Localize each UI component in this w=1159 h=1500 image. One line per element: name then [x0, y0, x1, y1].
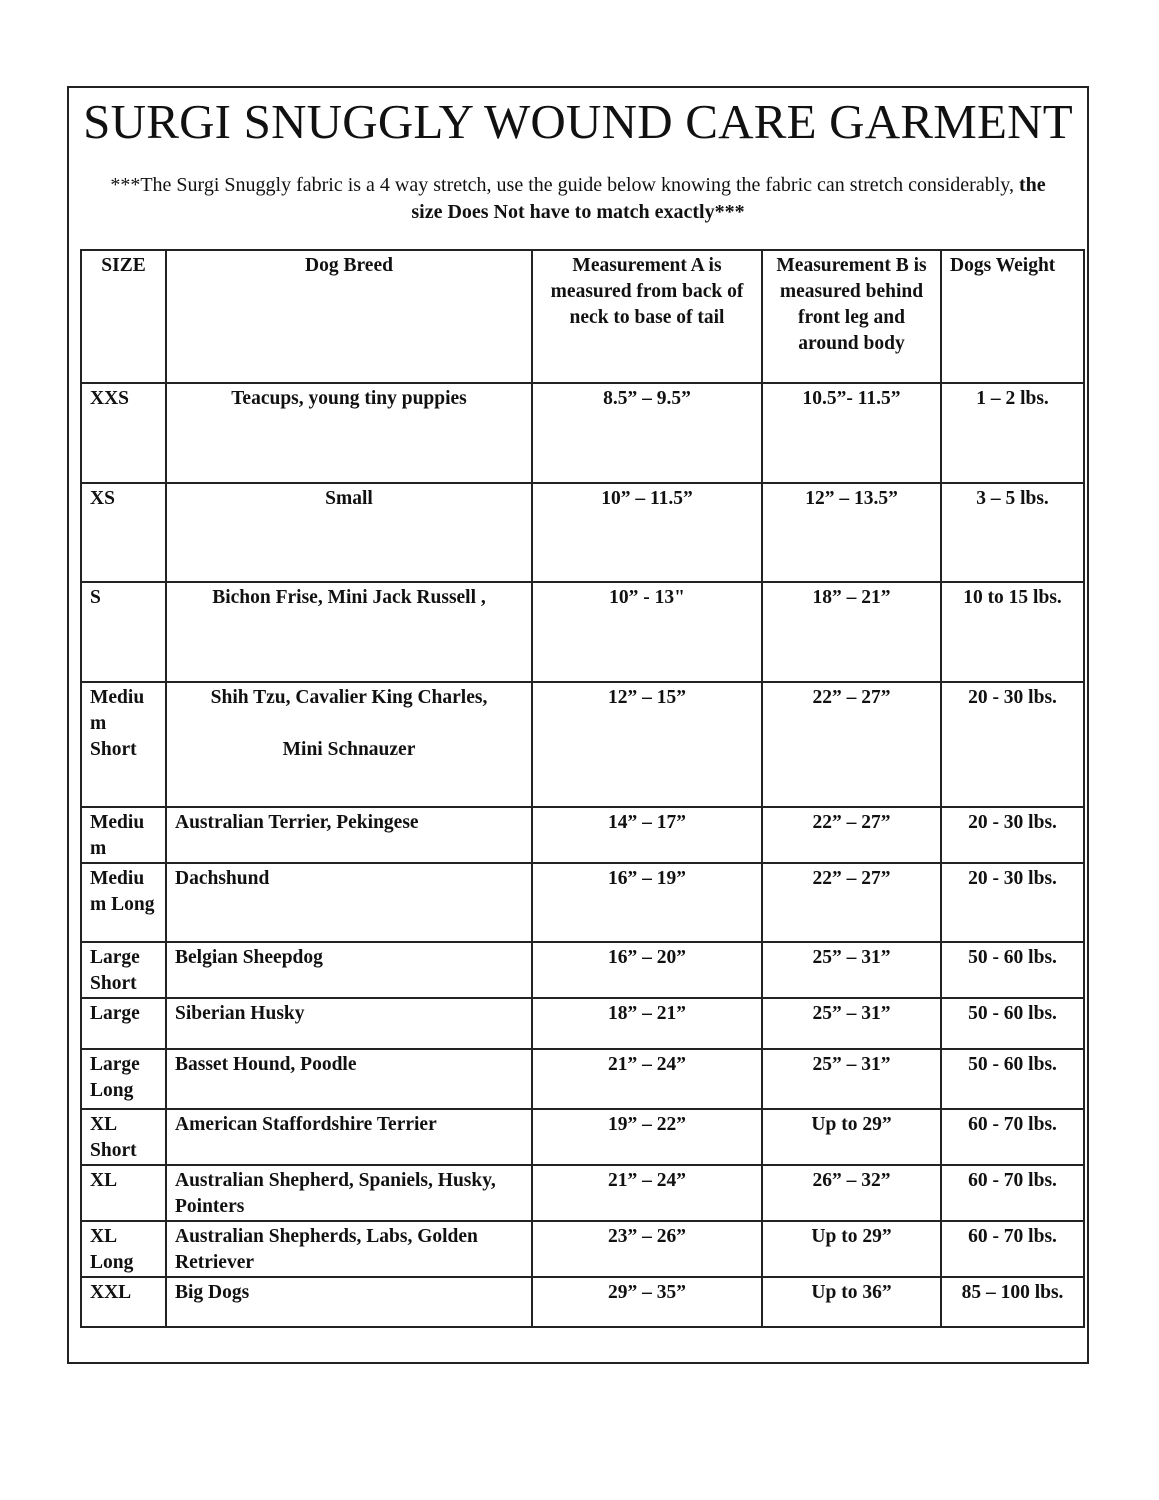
- size-cell: S: [81, 582, 166, 682]
- size-cell: Large Short: [81, 942, 166, 998]
- measurement-b-cell: 25” – 31”: [762, 998, 941, 1049]
- measurement-b-cell: 10.5”- 11.5”: [762, 383, 941, 483]
- size-cell: Mediu m: [81, 807, 166, 863]
- table-row: [81, 1221, 1084, 1277]
- breed-cell: Siberian Husky: [166, 998, 532, 1049]
- measurement-b-cell: Up to 29”: [762, 1221, 941, 1277]
- measurement-a-cell: 23” – 26”: [532, 1221, 762, 1277]
- breed-cell: Australian Terrier, Pekingese: [166, 807, 532, 863]
- measurement-b-cell: 22” – 27”: [762, 682, 941, 807]
- weight-cell: 10 to 15 lbs.: [941, 582, 1084, 682]
- measurement-b-cell: 26” – 32”: [762, 1165, 941, 1221]
- table-row: [81, 383, 1084, 483]
- table-row: [81, 1277, 1084, 1327]
- header-dogs-weight: Dogs Weight: [941, 250, 1084, 383]
- weight-cell: 50 - 60 lbs.: [941, 942, 1084, 998]
- weight-cell: 50 - 60 lbs.: [941, 998, 1084, 1049]
- weight-cell: 85 – 100 lbs.: [941, 1277, 1084, 1327]
- table-row: [81, 1049, 1084, 1109]
- measurement-b-cell: Up to 29”: [762, 1109, 941, 1165]
- breed-cell: Teacups, young tiny puppies: [166, 383, 532, 483]
- measurement-b-cell: 22” – 27”: [762, 863, 941, 942]
- document-frame: [67, 86, 1089, 1364]
- size-cell: Large: [81, 998, 166, 1049]
- breed-cell: Bichon Frise, Mini Jack Russell ,: [166, 582, 532, 682]
- measurement-b-cell: 25” – 31”: [762, 942, 941, 998]
- measurement-a-cell: 18” – 21”: [532, 998, 762, 1049]
- table-header-row: [81, 250, 1084, 383]
- measurement-a-cell: 19” – 22”: [532, 1109, 762, 1165]
- fabric-note: [109, 172, 1047, 226]
- breed-cell: Big Dogs: [166, 1277, 532, 1327]
- size-cell: Mediu m Short: [81, 682, 166, 807]
- size-cell: XL: [81, 1165, 166, 1221]
- measurement-a-cell: 21” – 24”: [532, 1165, 762, 1221]
- measurement-a-cell: 10” - 13": [532, 582, 762, 682]
- measurement-b-cell: 12” – 13.5”: [762, 483, 941, 582]
- table-row: [81, 942, 1084, 998]
- weight-cell: 60 - 70 lbs.: [941, 1221, 1084, 1277]
- weight-cell: 20 - 30 lbs.: [941, 863, 1084, 942]
- measurement-a-cell: 16” – 20”: [532, 942, 762, 998]
- measurement-b-cell: Up to 36”: [762, 1277, 941, 1327]
- breed-cell: [166, 682, 532, 807]
- header-measurement-a: Measurement A is measured from back of neck to base of tail: [532, 250, 762, 383]
- size-cell: XL Long: [81, 1221, 166, 1277]
- weight-cell: 20 - 30 lbs.: [941, 807, 1084, 863]
- table-row: [81, 998, 1084, 1049]
- header-measurement-b: Measurement B is measured behind front leg and around body: [762, 250, 941, 383]
- breed-cell: American Staffordshire Terrier: [166, 1109, 532, 1165]
- size-cell: XXL: [81, 1277, 166, 1327]
- size-cell: XXS: [81, 383, 166, 483]
- weight-cell: 60 - 70 lbs.: [941, 1165, 1084, 1221]
- weight-cell: 20 - 30 lbs.: [941, 682, 1084, 807]
- page-title: SURGI SNUGGLY WOUND CARE GARMENT: [83, 94, 1073, 149]
- breed-cell: Small: [166, 483, 532, 582]
- measurement-a-cell: 10” – 11.5”: [532, 483, 762, 582]
- table-row: [81, 863, 1084, 942]
- fabric-note-emphasis: the size Does Not have to match exactly***: [411, 174, 1046, 223]
- measurement-a-cell: 29” – 35”: [532, 1277, 762, 1327]
- weight-cell: 3 – 5 lbs.: [941, 483, 1084, 582]
- breed-cell: Australian Shepherd, Spaniels, Husky, Pointers: [166, 1165, 532, 1221]
- table-row: [81, 1109, 1084, 1165]
- size-cell: Large Long: [81, 1049, 166, 1109]
- size-cell: XS: [81, 483, 166, 582]
- weight-cell: 1 – 2 lbs.: [941, 383, 1084, 483]
- breed-cell: Basset Hound, Poodle: [166, 1049, 532, 1109]
- table-row: [81, 582, 1084, 682]
- table-row: [81, 483, 1084, 582]
- measurement-a-cell: 21” – 24”: [532, 1049, 762, 1109]
- breed-line-2: Mini Schnauzer: [282, 739, 416, 760]
- size-cell: XL Short: [81, 1109, 166, 1165]
- fabric-note-text: ***The Surgi Snuggly fabric is a 4 way stretch, use the guide below knowing the fabric can stretch considerably,: [110, 174, 1014, 196]
- table-row: [81, 1165, 1084, 1221]
- measurement-a-cell: 12” – 15”: [532, 682, 762, 807]
- breed-cell: Australian Shepherds, Labs, Golden Retriever: [166, 1221, 532, 1277]
- breed-cell: Belgian Sheepdog: [166, 942, 532, 998]
- measurement-b-cell: 18” – 21”: [762, 582, 941, 682]
- measurement-a-cell: 16” – 19”: [532, 863, 762, 942]
- header-size: SIZE: [81, 250, 166, 383]
- breed-line-1: Shih Tzu, Cavalier King Charles,: [210, 687, 488, 708]
- breed-cell: Dachshund: [166, 863, 532, 942]
- measurement-a-cell: 8.5” – 9.5”: [532, 383, 762, 483]
- table-row: [81, 807, 1084, 863]
- size-chart-table: [80, 249, 1085, 1328]
- weight-cell: 50 - 60 lbs.: [941, 1049, 1084, 1109]
- weight-cell: 60 - 70 lbs.: [941, 1109, 1084, 1165]
- measurement-b-cell: 22” – 27”: [762, 807, 941, 863]
- table-row: [81, 682, 1084, 807]
- measurement-a-cell: 14” – 17”: [532, 807, 762, 863]
- size-cell: Mediu m Long: [81, 863, 166, 942]
- header-dog-breed: Dog Breed: [166, 250, 532, 383]
- measurement-b-cell: 25” – 31”: [762, 1049, 941, 1109]
